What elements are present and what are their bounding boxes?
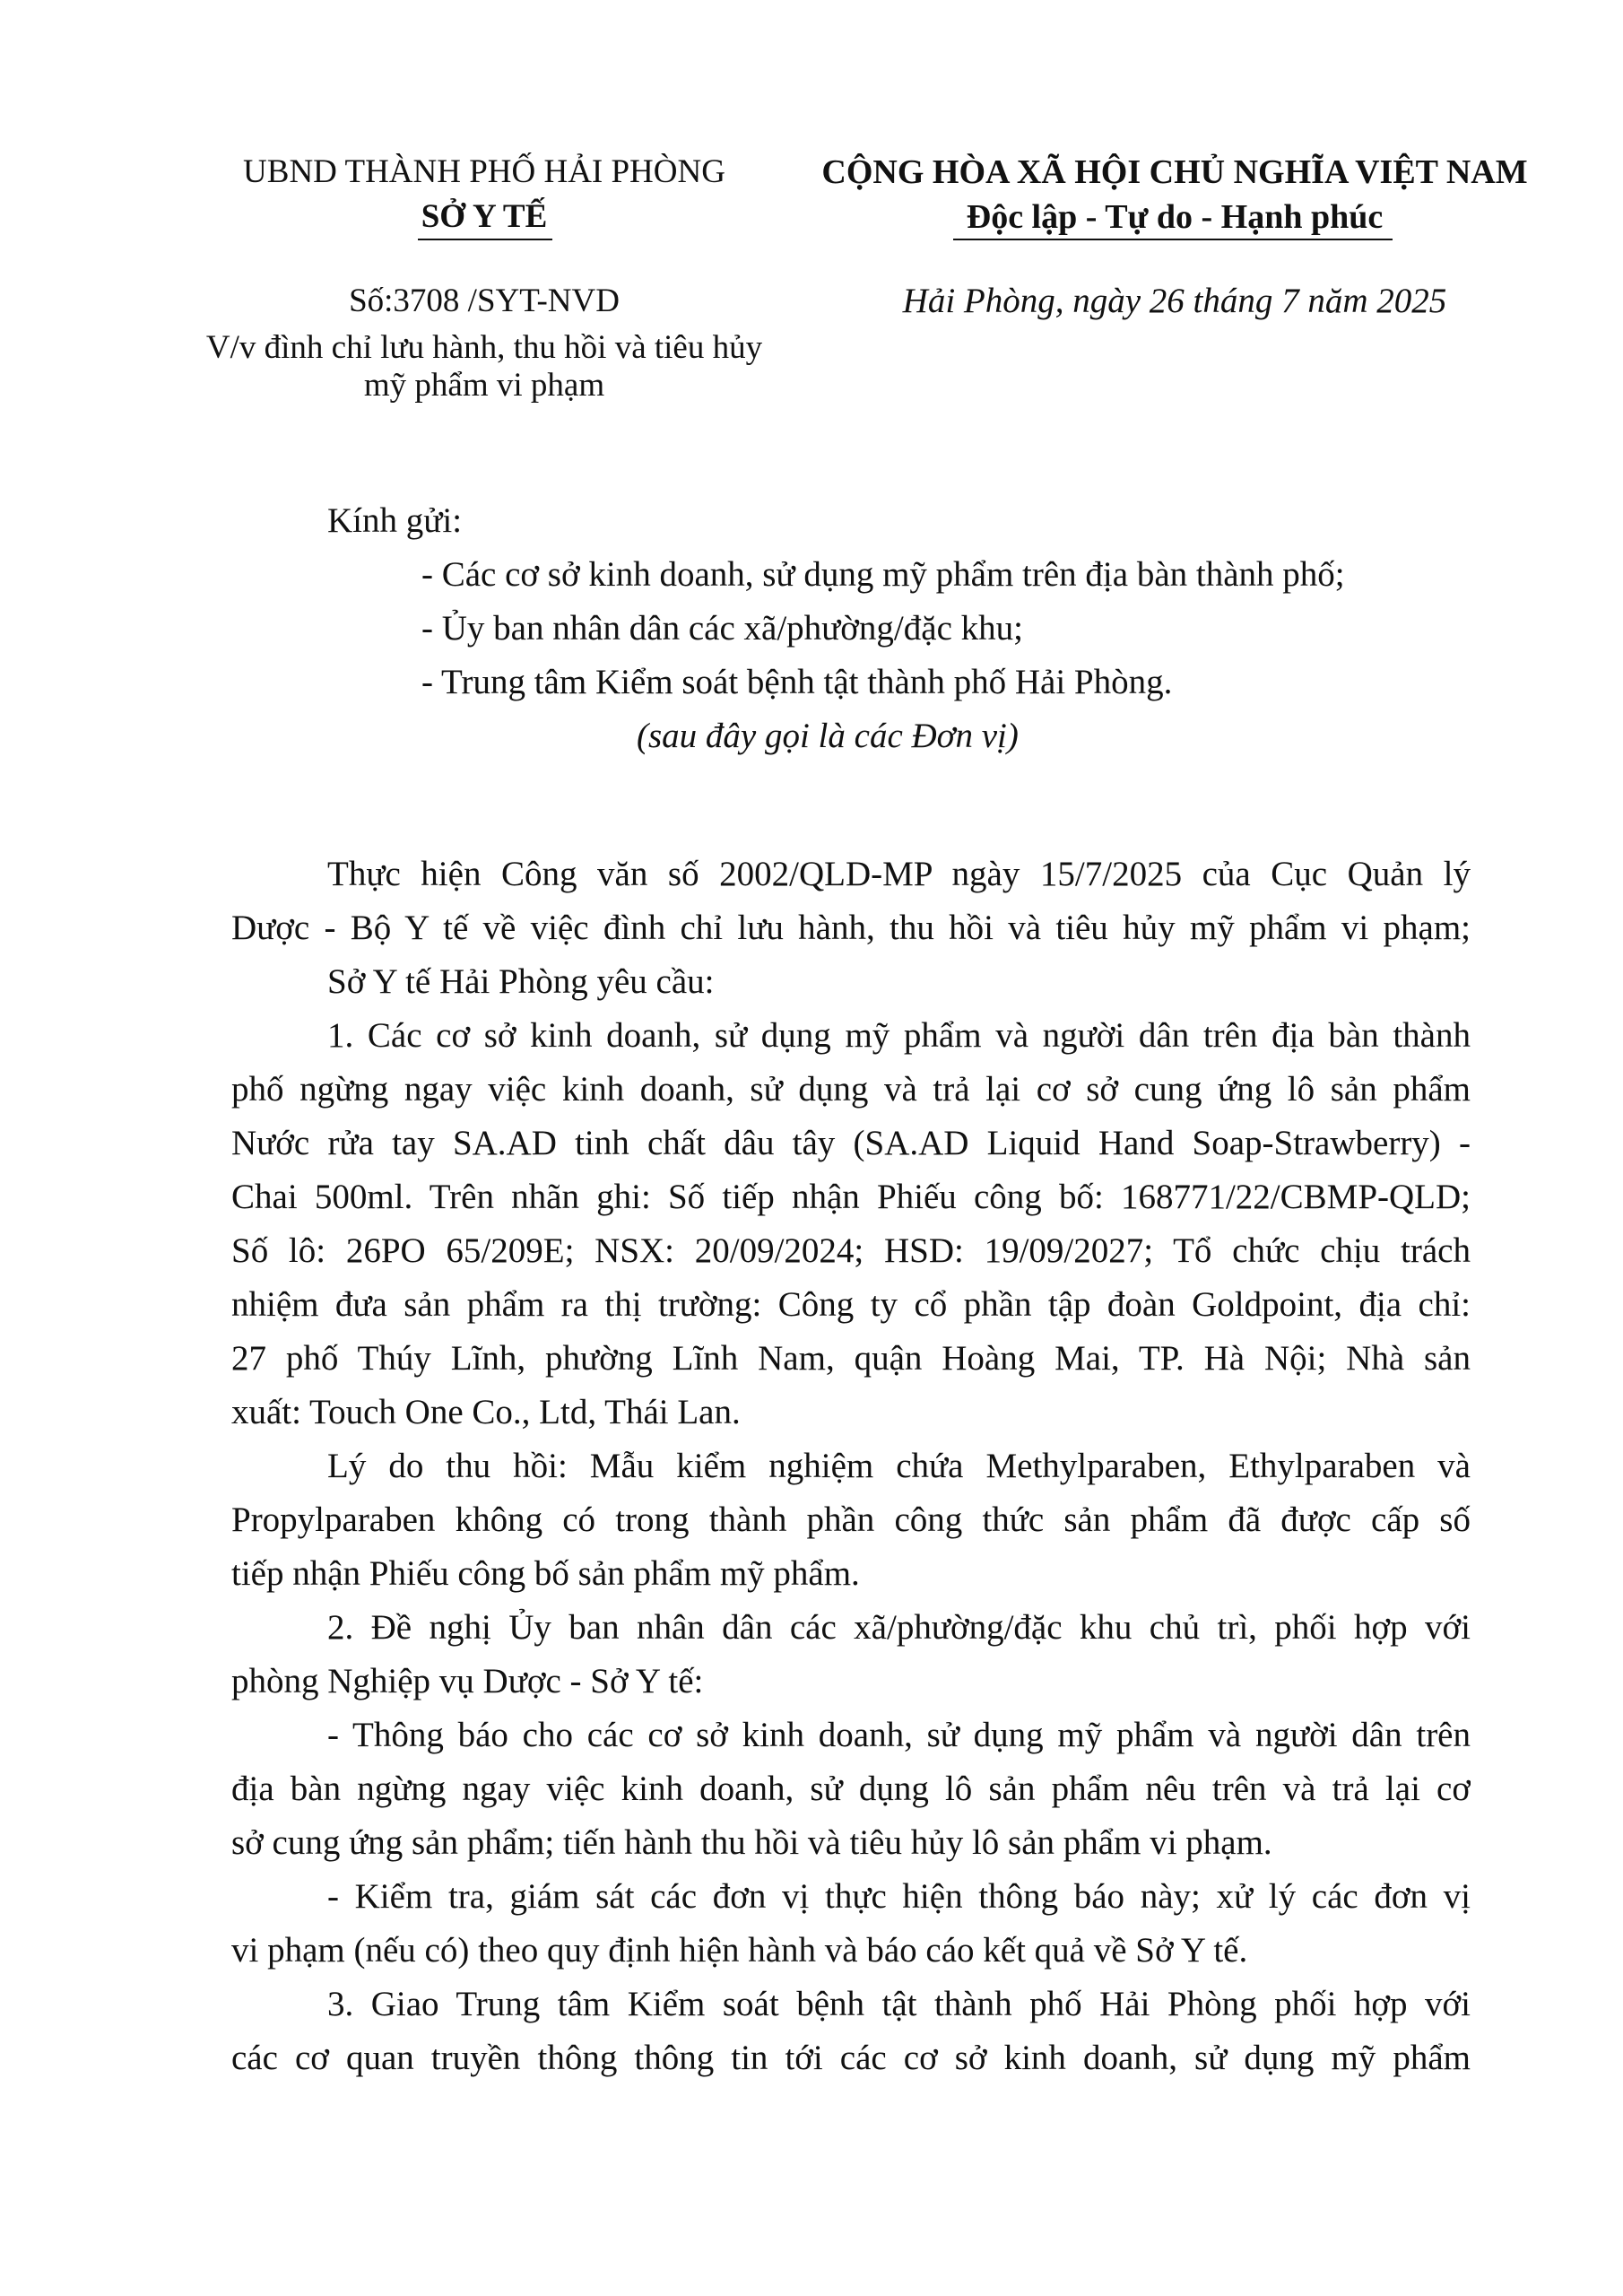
body-line: - Kiểm tra, giám sát các đơn vị thực hiện thông báo này; xử lý các đơn vị [327, 1877, 1471, 1916]
body-line: Lý do thu hồi: Mẫu kiểm nghiệm chứa Methylparaben, Ethylparaben và [327, 1447, 1471, 1485]
body-line: 1. Các cơ sở kinh doanh, sử dụng mỹ phẩm và người dân trên địa bàn thành [327, 1016, 1471, 1055]
national-motto: Độc lập - Tự do - Hạnh phúc [966, 198, 1384, 236]
recipient-item: - Trung tâm Kiểm soát bệnh tật thành phố Hải Phòng. [421, 663, 1173, 701]
body-line: Sở Y tế Hải Phòng yêu cầu: [327, 962, 715, 1001]
place-date: Hải Phòng, ngày 26 tháng 7 năm 2025 [902, 282, 1447, 320]
agency-name: SỞ Y TẾ [421, 198, 548, 235]
body-line: - Thông báo cho các cơ sở kinh doanh, sử dụng mỹ phẩm và người dân trên [327, 1716, 1471, 1754]
document-number: Số:3708 /SYT-NVD [349, 283, 620, 319]
recipient-item: - Ủy ban nhân dân các xã/phường/đặc khu; [421, 609, 1023, 648]
body-line: phòng Nghiệp vụ Dược - Sở Y tế: [231, 1662, 704, 1700]
recipient-item: - Các cơ sở kinh doanh, sử dụng mỹ phẩm trên địa bàn thành phố; [421, 555, 1345, 594]
agency-underline [418, 239, 552, 240]
subject-line-2: mỹ phẩm vi phạm [363, 367, 605, 404]
recipients-label: Kính gửi: [327, 501, 463, 540]
body-line: sở cung ứng sản phẩm; tiến hành thu hồi và tiêu hủy lô sản phẩm vi phạm. [231, 1823, 1272, 1862]
body-line: Nước rửa tay SA.AD tinh chất dâu tây (SA.AD Liquid Hand Soap-Strawberry) - [231, 1124, 1471, 1162]
recipients-note: (sau đây gọi là các Đơn vị) [637, 717, 1019, 755]
body-line: vi phạm (nếu có) theo quy định hiện hành và báo cáo kết quả về Sở Y tế. [231, 1931, 1248, 1970]
body-line: 2. Đề nghị Ủy ban nhân dân các xã/phường/đặc khu chủ trì, phối hợp với [327, 1608, 1471, 1647]
body-line: các cơ quan truyền thông thông tin tới các cơ sở kinh doanh, sử dụng mỹ phẩm [231, 2039, 1471, 2077]
body-line: nhiệm đưa sản phẩm ra thị trường: Công ty cổ phần tập đoàn Goldpoint, địa chỉ: [231, 1285, 1471, 1324]
body-line: phố ngừng ngay việc kinh doanh, sử dụng và trả lại cơ sở cung ứng lô sản phẩm [231, 1070, 1471, 1109]
agency-parent: UBND THÀNH PHỐ HẢI PHÒNG [243, 153, 725, 190]
body-line: Số lô: 26PO 65/209E; NSX: 20/09/2024; HSD: 19/09/2027; Tổ chức chịu trách [231, 1231, 1471, 1270]
body-line: xuất: Touch One Co., Ltd, Thái Lan. [231, 1393, 741, 1431]
body-line: 3. Giao Trung tâm Kiểm soát bệnh tật thành phố Hải Phòng phối hợp với [327, 1985, 1471, 2023]
body-line: Thực hiện Công văn số 2002/QLD-MP ngày 15/7/2025 của Cục Quản lý [327, 855, 1471, 893]
body-line: Propylparaben không có trong thành phần công thức sản phẩm đã được cấp số [231, 1500, 1471, 1539]
body-line: tiếp nhận Phiếu công bố sản phẩm mỹ phẩm. [231, 1554, 860, 1593]
body-line: Dược - Bộ Y tế về việc đình chỉ lưu hành, thu hồi và tiêu hủy mỹ phẩm vi phạm; [231, 909, 1471, 947]
subject-line-1: V/v đình chỉ lưu hành, thu hồi và tiêu hủy [205, 329, 763, 366]
motto-underline [953, 239, 1393, 240]
body-line: 27 phố Thúy Lĩnh, phường Lĩnh Nam, quận Hoàng Mai, TP. Hà Nội; Nhà sản [231, 1339, 1471, 1378]
body-line: địa bàn ngừng ngay việc kinh doanh, sử dụng lô sản phẩm nêu trên và trả lại cơ [231, 1770, 1471, 1808]
body-line: Chai 500ml. Trên nhãn ghi: Số tiếp nhận Phiếu công bố: 168771/22/CBMP-QLD; [231, 1178, 1471, 1216]
nation-title: CỘNG HÒA XÃ HỘI CHỦ NGHĨA VIỆT NAM [821, 153, 1528, 191]
